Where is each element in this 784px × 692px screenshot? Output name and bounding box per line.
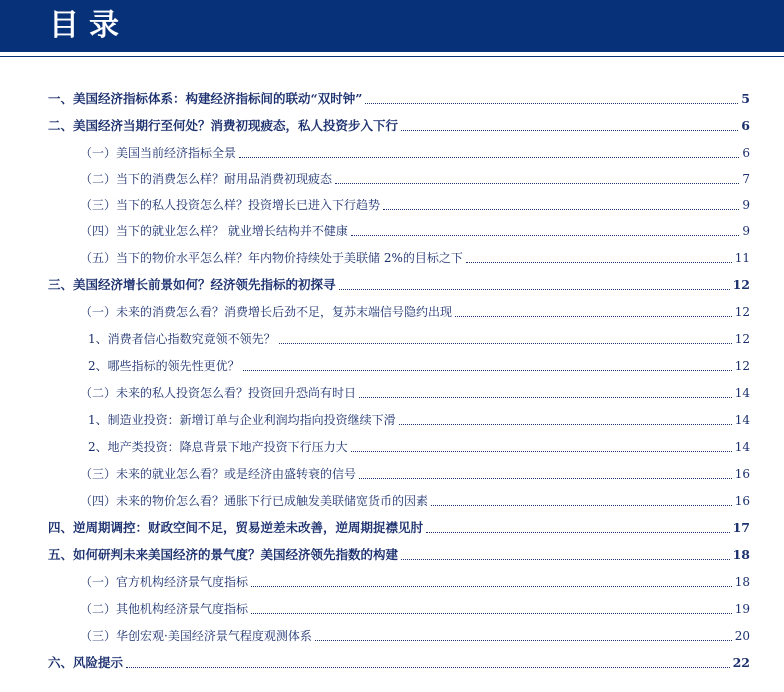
toc-dot-leader (315, 640, 732, 641)
toc-entry-title: 2、地产类投资：降息背景下地产投资下行压力大 (88, 440, 348, 454)
toc-dot-leader (365, 103, 738, 104)
toc-page-number: 6 (742, 146, 750, 160)
toc-dot-leader (383, 209, 739, 210)
toc-entry-title: （三）未来的就业怎么看？或是经济由盛转衰的信号 (80, 467, 357, 481)
toc-page-number: 12 (734, 332, 750, 346)
toc-entry-title: 2、哪些指标的领先性更优？ (88, 359, 240, 373)
toc-entry-title: （五）当下的物价水平怎么样？年内物价持续处于美联储 2%的目标之下 (80, 251, 463, 265)
toc-entry[interactable] (80, 194, 750, 214)
toc-entry[interactable] (80, 598, 750, 618)
toc-entry-title: （四）当下的就业怎么样？ 就业增长结构并不健康 (80, 224, 348, 238)
toc-entry[interactable] (80, 382, 750, 402)
toc-dot-leader (251, 613, 732, 614)
toc-page-number: 16 (734, 467, 750, 481)
toc-dot-leader (351, 235, 740, 236)
toc-entry-title: 三、美国经济增长前景如何？经济领先指标的初探寻 (48, 277, 336, 292)
toc-dot-leader (243, 370, 732, 371)
toc-entry[interactable] (88, 355, 750, 375)
toc-page-number: 12 (734, 359, 750, 373)
toc-page-number: 19 (734, 602, 750, 616)
toc-entry-title: 四、逆周期调控：财政空间不足，贸易逆差未改善，逆周期捉襟见肘 (48, 520, 424, 535)
toc-page-number: 12 (732, 277, 750, 292)
toc-entry[interactable] (48, 517, 750, 537)
toc-entry[interactable] (48, 274, 750, 294)
toc-entry-title: （一）未来的消费怎么看？消费增长后劲不足，复苏末端信号隐约出现 (80, 305, 453, 319)
toc-page-number: 6 (741, 118, 750, 133)
toc-entry[interactable] (80, 625, 750, 645)
toc-entry[interactable] (80, 220, 750, 240)
toc-dot-leader (359, 478, 732, 479)
toc-entry[interactable] (48, 88, 750, 108)
toc-entry-title: 六、风险提示 (48, 655, 124, 670)
toc-page-number: 20 (734, 629, 750, 643)
toc-page-number: 16 (734, 494, 750, 508)
toc-page-number: 7 (742, 172, 750, 186)
toc-dot-leader (359, 397, 732, 398)
toc-entry-title: （二）未来的私人投资怎么看？投资回升恐尚有时日 (80, 386, 357, 400)
toc-entry[interactable] (80, 168, 750, 188)
toc-entry[interactable] (88, 328, 750, 348)
toc-entry[interactable] (48, 544, 750, 564)
toc-entry[interactable] (48, 115, 750, 135)
toc-page-number: 22 (732, 655, 750, 670)
toc-entry[interactable] (80, 301, 750, 321)
toc-dot-leader (431, 505, 732, 506)
toc-page-number: 18 (732, 547, 750, 562)
toc-dot-leader (279, 343, 732, 344)
toc-page-number: 17 (732, 520, 750, 535)
toc-entry-title: 五、如何研判未来美国经济的景气度？美国经济领先指数的构建 (48, 547, 399, 562)
toc-dot-leader (251, 586, 732, 587)
toc-page-number: 9 (742, 224, 750, 238)
toc-page-number: 14 (734, 440, 750, 454)
toc-page-number: 12 (734, 305, 750, 319)
toc-entry-title: （一）美国当前经济指标全景 (80, 146, 237, 160)
toc-dot-leader (399, 424, 732, 425)
toc-entry-title: （三）华创宏观·美国经济景气程度观测体系 (80, 629, 312, 643)
toc-entry[interactable] (88, 436, 750, 456)
toc-entry-title: 二、美国经济当期行至何处？消费初现疲态，私人投资步入下行 (48, 118, 399, 133)
page-title: 目录 (49, 8, 129, 43)
toc-page-number: 5 (741, 91, 750, 106)
toc-dot-leader (401, 130, 738, 131)
toc-page-number: 14 (734, 413, 750, 427)
toc-entry[interactable] (48, 652, 750, 672)
toc-entry-title: （一）官方机构经济景气度指标 (80, 575, 249, 589)
toc-entry-title: （三）当下的私人投资怎么样？投资增长已进入下行趋势 (80, 198, 381, 212)
toc-dot-leader (401, 559, 730, 560)
toc-entry[interactable] (88, 409, 750, 429)
toc-entry[interactable] (80, 142, 750, 162)
toc-dot-leader (466, 262, 732, 263)
toc-dot-leader (351, 451, 732, 452)
toc-dot-leader (426, 532, 730, 533)
toc-entry[interactable] (80, 571, 750, 591)
toc-dot-leader (239, 157, 739, 158)
toc-entry[interactable] (80, 247, 750, 267)
toc-entry-title: 一、美国经济指标体系：构建经济指标间的联动“双时钟” (48, 91, 363, 106)
toc-entry-title: （二）当下的消费怎么样？耐用品消费初现疲态 (80, 172, 333, 186)
toc-page-number: 11 (734, 251, 750, 265)
toc-entry-title: （二）其他机构经济景气度指标 (80, 602, 249, 616)
toc-dot-leader (335, 183, 739, 184)
toc-dot-leader (339, 289, 730, 290)
toc-entry[interactable] (80, 490, 750, 510)
toc-entry-title: （四）未来的物价怎么看？通胀下行已成触发美联储宽货币的因素 (80, 494, 429, 508)
toc-page-number: 18 (734, 575, 750, 589)
toc-entry-title: 1、制造业投资：新增订单与企业利润均指向投资继续下滑 (88, 413, 396, 427)
toc-dot-leader (126, 667, 730, 668)
toc-entry[interactable] (80, 463, 750, 483)
toc-page-number: 9 (742, 198, 750, 212)
toc-page-number: 14 (734, 386, 750, 400)
toc-entry-title: 1、消费者信心指数究竟领不领先？ (88, 332, 276, 346)
toc-dot-leader (455, 316, 732, 317)
